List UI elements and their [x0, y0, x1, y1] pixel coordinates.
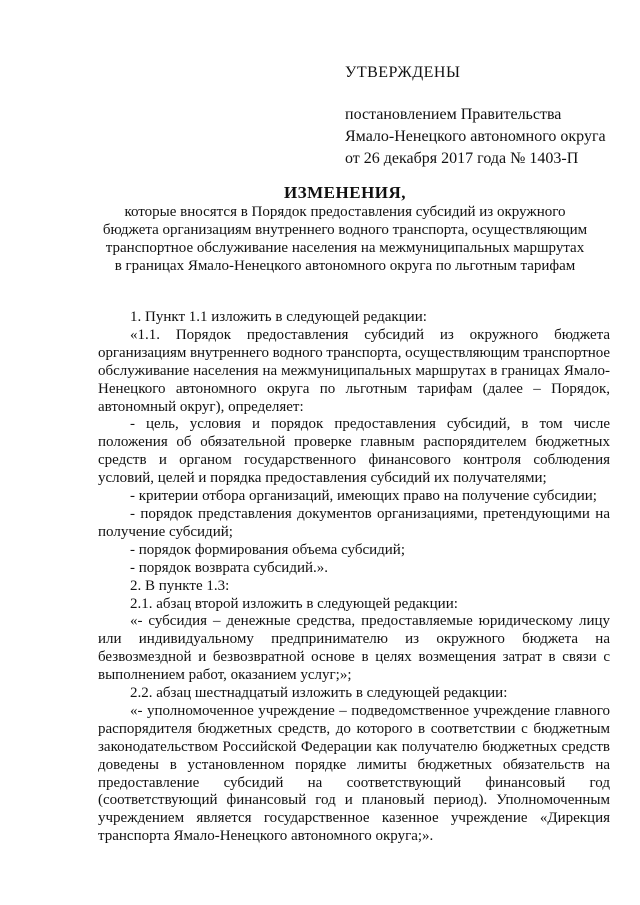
body-line: или индивидуальному предпринимателю из окружного бюджета на: [98, 631, 610, 648]
title-subtitle: [90, 203, 600, 275]
body-line: обслуживание населения на межмуниципальных маршрутах в границах Ямало-: [98, 362, 610, 379]
body-line: - порядок представления документов организациями, претендующими на: [130, 505, 610, 522]
body-line: 1. Пункт 1.1 изложить в следующей редакции:: [130, 309, 427, 325]
body-line: получение субсидий;: [98, 523, 233, 540]
body-line: 2. В пункте 1.3:: [130, 577, 230, 594]
approval-line: от 26 декабря 2017 года № 1403-П: [345, 150, 579, 167]
body-line: условий, целей и порядка предоставления субсидий их получателями;: [98, 470, 547, 487]
document-title: [90, 183, 600, 275]
subtitle-line: в границах Ямало-Ненецкого автономного округа по льготным тарифам: [114, 258, 576, 274]
body-line: организациям внутреннего водного транспорта, осуществляющим транспортное: [98, 344, 610, 361]
body-line: - порядок формирования объема субсидий;: [130, 541, 406, 558]
subtitle-line: которые вносятся в Порядок предоставления субсидий из окружного: [124, 204, 566, 220]
body-line: (соответствующий финансовый год и плановый период). Уполномоченным: [98, 792, 610, 809]
document-body: [98, 309, 610, 846]
body-line: - порядок возврата субсидий.».: [130, 559, 329, 576]
subtitle-line: бюджета организациям внутреннего водного транспорта, осуществляющим: [102, 222, 588, 238]
body-line: положения об обязательной проверке главным распорядителем бюджетных: [98, 434, 610, 451]
body-line: доведены в установленном порядке лимиты бюджетных обязательств на: [98, 756, 610, 773]
body-line: 2.2. абзац шестнадцатый изложить в следующей редакции:: [130, 685, 508, 702]
approval-stamp: [345, 62, 606, 170]
body-line: 2.1. абзац второй изложить в следующей редакции:: [130, 595, 458, 612]
body-line: - цель, условия и порядок предоставления субсидий, в том числе: [130, 416, 610, 433]
body-line: распорядителя бюджетных средств, до которого в соответствии с бюджетным: [98, 720, 610, 737]
body-line: выполнением работ, оказанием услуг;»;: [98, 667, 352, 684]
body-line: предоставление субсидий на соответствующий финансовый год: [98, 774, 610, 791]
approval-line: постановлением Правительства: [345, 106, 562, 123]
body-line: учреждением является государственное казенное учреждение «Дирекция: [98, 810, 610, 827]
subtitle-line: транспортное обслуживание населения на межмуниципальных маршрутах: [105, 240, 585, 256]
approval-heading: УТВЕРЖДЕНЫ: [345, 64, 461, 81]
body-line: средств и органом государственного финансового контроля соблюдения: [98, 452, 610, 469]
body-line: автономный округ), определяет:: [98, 398, 304, 415]
title-heading: ИЗМЕНЕНИЯ,: [283, 183, 407, 202]
body-line: «1.1. Порядок предоставления субсидий из окружного бюджета: [130, 326, 610, 343]
body-line: законодательством Российской Федерации как получателю бюджетных средств: [98, 738, 610, 755]
body-line: транспорта Ямало-Ненецкого автономного округа;».: [98, 828, 434, 845]
body-line: «- уполномоченное учреждение – подведомственное учреждение главного: [130, 702, 610, 719]
body-line: Ненецкого автономного округа по льготным тарифам (далее – Порядок,: [98, 380, 610, 397]
approval-line: Ямало-Ненецкого автономного округа: [345, 128, 606, 145]
body-line: - критерии отбора организаций, имеющих право на получение субсидии;: [130, 488, 597, 505]
body-line: «- субсидия – денежные средства, предоставляемые юридическому лицу: [130, 613, 610, 630]
body-line: безвозмездной и безвозвратной основе в целях возмещения затрат в связи с: [98, 649, 610, 666]
